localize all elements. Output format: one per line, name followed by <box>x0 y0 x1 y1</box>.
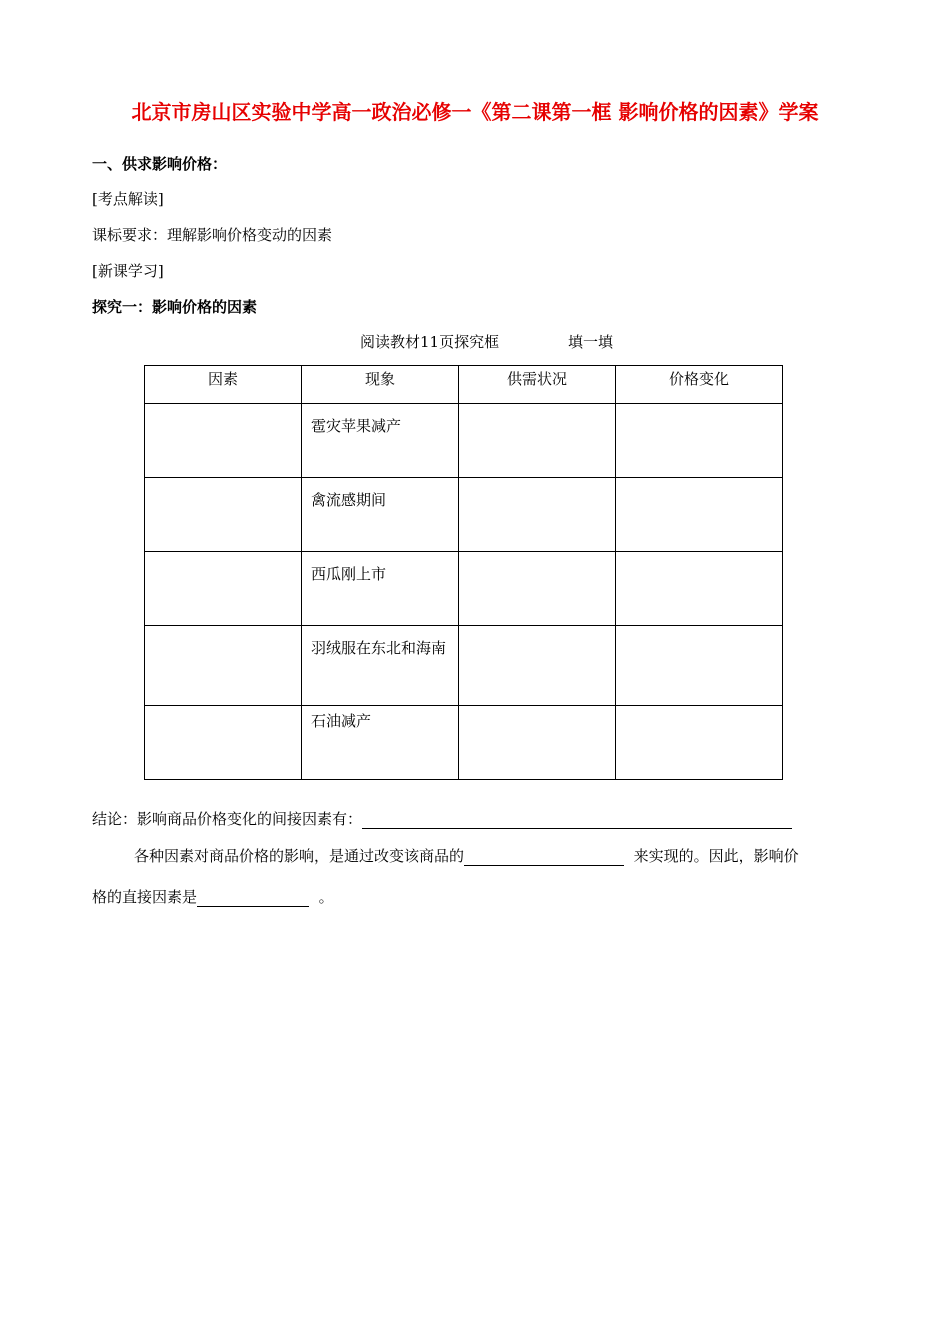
section-heading: 一、供求影响价格： <box>92 155 228 173</box>
table-header-row <box>145 366 783 404</box>
price-change-cell[interactable] <box>616 552 783 626</box>
factor-cell[interactable] <box>145 552 302 626</box>
conclusion-label: 结论：影响商品价格变化的间接因素有： <box>92 810 363 828</box>
price-change-cell[interactable] <box>616 626 783 706</box>
direct-factor-blank[interactable] <box>197 888 309 907</box>
header-factor: 因素 <box>145 366 302 404</box>
supply-demand-cell[interactable] <box>459 478 616 552</box>
factor-cell[interactable] <box>145 706 302 780</box>
price-change-cell[interactable] <box>616 404 783 478</box>
table-caption-right: 填一填 <box>568 333 614 351</box>
supply-demand-blank[interactable] <box>464 847 624 866</box>
supply-demand-cell[interactable] <box>459 706 616 780</box>
phenomenon-cell: 禽流感期间 <box>302 478 459 552</box>
factor-cell[interactable] <box>145 478 302 552</box>
phenomenon-cell: 石油减产 <box>302 706 459 780</box>
table-row <box>145 404 783 478</box>
header-phenomenon: 现象 <box>302 366 459 404</box>
table-row <box>145 478 783 552</box>
phenomenon-cell: 羽绒服在东北和海南 <box>302 626 459 706</box>
curriculum-requirement: 课标要求：理解影响价格变动的因素 <box>92 226 333 244</box>
conclusion-blank[interactable] <box>362 810 792 829</box>
paragraph-line-1 <box>134 846 799 866</box>
paragraph-text-2: 来实现的。因此，影响价 <box>633 847 799 865</box>
supply-demand-cell[interactable] <box>459 404 616 478</box>
table-row <box>145 706 783 780</box>
supply-demand-cell[interactable] <box>459 552 616 626</box>
page-title: 北京市房山区实验中学高一政治必修一《第二课第一框 影响价格的因素》学案 <box>131 100 819 124</box>
table-row <box>145 552 783 626</box>
conclusion-line <box>92 809 792 829</box>
header-supply-demand: 供需状况 <box>459 366 616 404</box>
price-change-cell[interactable] <box>616 478 783 552</box>
factor-cell[interactable] <box>145 404 302 478</box>
kaodian-heading: [考点解读] <box>92 190 164 208</box>
paragraph-end: 。 <box>318 888 334 906</box>
explore-heading: 探究一：影响价格的因素 <box>92 298 258 316</box>
factor-cell[interactable] <box>145 626 302 706</box>
phenomenon-cell: 雹灾苹果减产 <box>302 404 459 478</box>
paragraph-text-3: 格的直接因素是 <box>92 888 198 906</box>
phenomenon-cell: 西瓜刚上市 <box>302 552 459 626</box>
new-lesson-heading: [新课学习] <box>92 262 164 280</box>
header-price-change: 价格变化 <box>616 366 783 404</box>
supply-demand-cell[interactable] <box>459 626 616 706</box>
paragraph-line-2 <box>92 887 334 907</box>
paragraph-text-1: 各种因素对商品价格的影响，是通过改变该商品的 <box>134 847 465 865</box>
table-caption-left: 阅读教材11页探究框 <box>360 333 500 351</box>
table-row <box>145 626 783 706</box>
factors-table <box>144 365 783 780</box>
price-change-cell[interactable] <box>616 706 783 780</box>
